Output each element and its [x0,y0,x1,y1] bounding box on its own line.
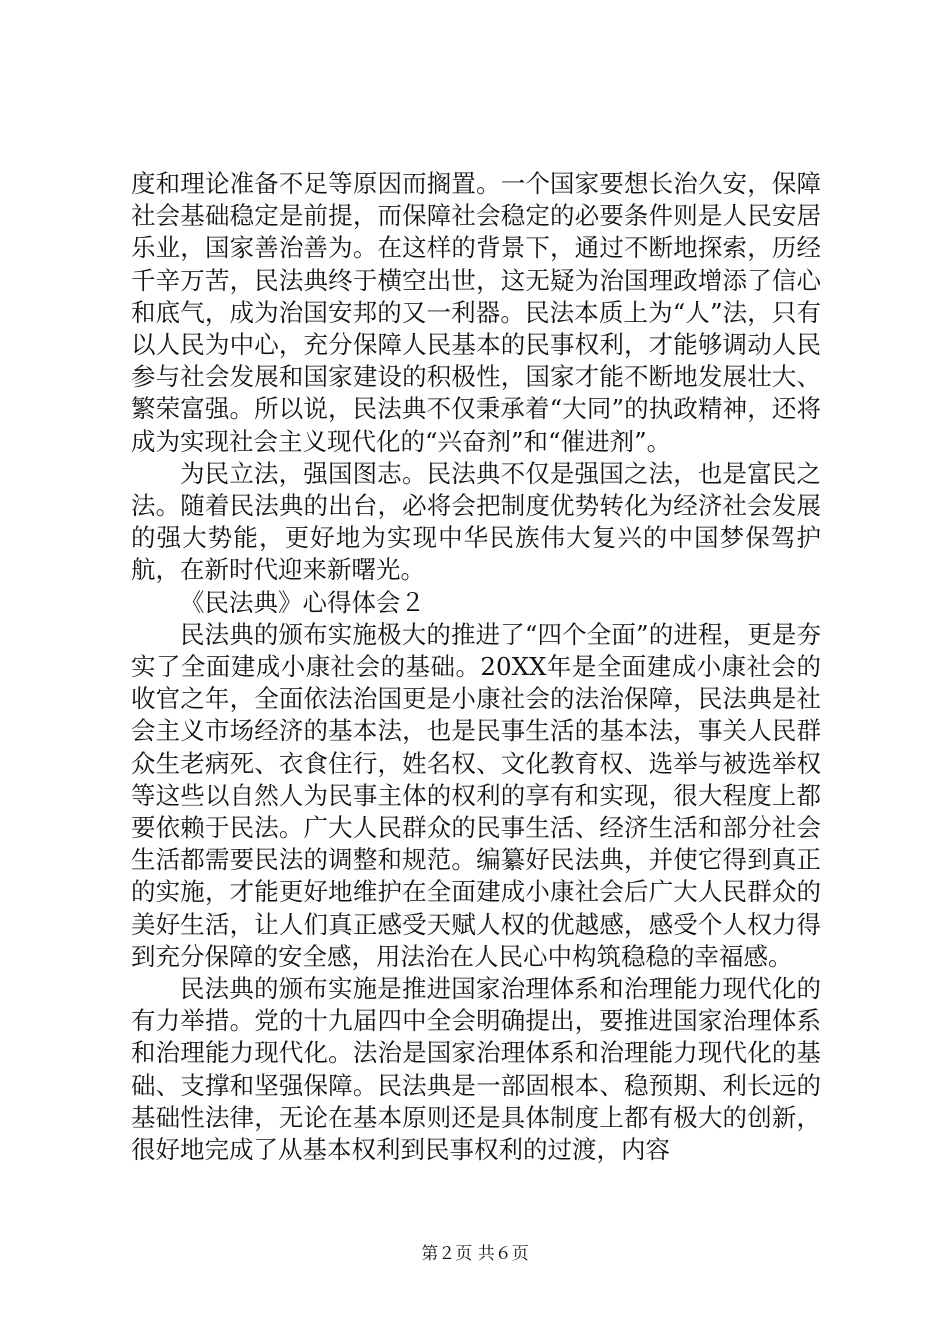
page-number-footer: 第２页 共６页 [421,1244,529,1264]
paragraph-legislation: 为民立法，强国图志。民法典不仅是强国之法，也是富民之法。随着民法典的出台，必将会把制度优势转化为经济社会发展的强大势能，更好地为实现中华民族伟大复兴的中国梦保驾护航，在新时代迎来新曙光。 [131,458,821,585]
paragraph-governance: 民法典的颁布实施是推进国家治理体系和治理能力现代化的有力举措。党的十九届四中全会明确提出，要推进国家治理体系和治理能力现代化。法治是国家治理体系和治理能力现代化的基础、支撑和坚强保障。民法典是一部固根本、稳预期、利长远的基础性法律，无论在基本原则还是具体制度上都有极大的创新，很好地完成了从基本权利到民事权利的过渡，内容 [131,974,821,1165]
section-heading: 《民法典》心得体会２ [180,587,425,617]
paragraph-continuation: 度和理论准备不足等原因而搁置。一个国家要想长治久安，保障社会基础稳定是前提，而保障社会稳定的必要条件则是人民安居乐业，国家善治善为。在这样的背景下，通过不断地探索，历经千辛万苦，民法典终于横空出世，这无疑为治国理政增添了信心和底气，成为治国安邦的又一利器。民法本质上为“人”法，只有以人民为中心，充分保障人民基本的民事权利，才能够调动人民参与社会发展和国家建设的积极性，国家才能不断地发展壮大、繁荣富强。所以说，民法典不仅秉承着“大同”的执政精神，还将成为实现社会主义现代化的“兴奋剂”和“催进剂”。 [131,169,821,456]
paragraph-four-comprehensives: 民法典的颁布实施极大的推进了“四个全面”的进程，更是夯实了全面建成小康社会的基础。20XX年是全面建成小康社会的收官之年，全面依法治国更是小康社会的法治保障，民法典是社会主义市场经济的基本法，也是民事生活的基本法，事关人民群众生老病死、衣食住行，姓名权、文化教育权、选举与被选举权等这些以自然人为民事主体的权利的享有和实现，很大程度上都要依赖于民法。广大人民群众的民事生活、经济生活和部分社会生活都需要民法的调整和规范。编纂好民法典，并使它得到真正的实施，才能更好地维护在全面建成小康社会后广大人民群众的美好生活，让人们真正感受天赋人权的优越感，感受个人权力得到充分保障的安全感，用法治在人民心中构筑稳稳的幸福感。 [131,619,821,971]
document-body [131,168,821,1166]
